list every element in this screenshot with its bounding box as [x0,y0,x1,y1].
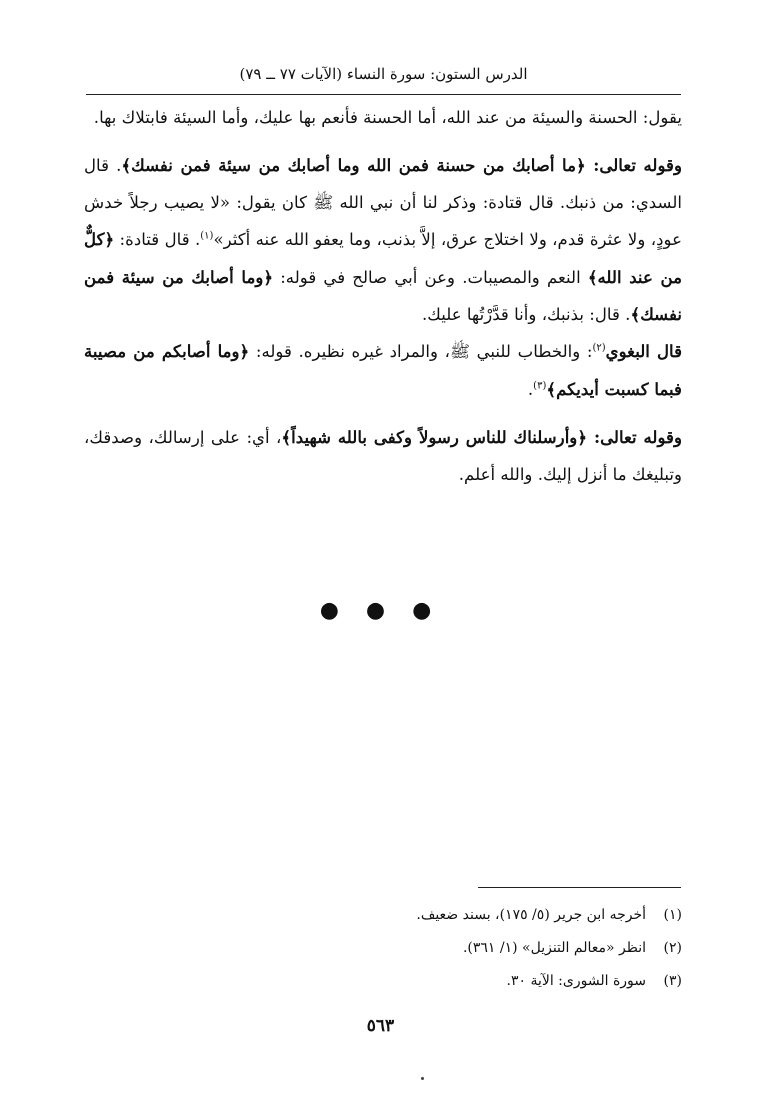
footnote-2-number: (٢) [663,940,682,956]
footnote-3 [84,965,682,998]
footnote-ref-3[interactable]: (٣) [533,380,547,392]
paragraph-1 [84,100,682,136]
footnote-ref-1[interactable]: (١) [200,230,214,242]
main-text [84,100,682,493]
footnote-rule [478,887,681,888]
quran-verse-3: ﴿وما أصابك من سيئة فمن نفسك﴾ [84,266,682,325]
quran-verse-4: ﴿وما أصابكم من مصيبة فبما كسبت أيديكم﴾ [84,341,682,399]
section-separator-dots: ● ● ● [319,598,442,623]
paragraph-2-text-1: . قال السدي: من ذنبك. قال قتادة: وذكر لنا أن نبي الله ﷺ كان يقول: «لا يصيب رجلاً خدش عودٍ، ولا عثرة قدم، ولا اختلاج عرق، إلاَّ بذنب، وما يعفو الله عنه أكثر» [84,156,682,250]
footnote-3-text: سورة الشورى: الآية ٣٠. [506,973,646,989]
footnote-3-number: (٣) [663,973,682,989]
paragraph-2-lead: وقوله تعالى: [585,155,682,176]
header-rule [86,94,681,95]
footnote-1-text: أخرجه ابن جرير (٥/ ١٧٥)، بسند ضعيف. [416,907,646,923]
footnote-2-text: انظر «معالم التنزيل» (١/ ٣٦١). [462,940,646,956]
paragraph-3-lead: قال البغوي [605,341,683,362]
paragraph-4 [84,419,682,493]
footnote-2 [84,932,682,965]
paragraph-3-text-2: . [527,379,534,399]
paragraph-3 [84,333,682,408]
page-number: ٥٦٣ [366,1016,395,1036]
quran-verse-1: ﴿ما أصابك من حسنة فمن الله وما أصابك من سيئة فمن نفسك﴾ [121,155,586,176]
paragraph-4-lead: وقوله تعالى: [587,427,682,448]
paragraph-2-text-3: النعم والمصيبات. وعن أبي صالح في قوله: [273,267,588,287]
scan-speck [421,1077,424,1080]
quran-verse-5: ﴿وأرسلناك للناس رسولاً وكفى بالله شهيداً﴾ [281,427,588,448]
paragraph-4-text-1: ، أي: على إرسالك، وصدقك، وتبليغك ما أنزل إليك. والله أعلم. [84,428,682,484]
quran-verse-2: ﴿كلٌّ من عند الله﴾ [84,229,682,287]
footnotes [84,899,682,998]
footnote-1-number: (١) [663,907,682,923]
footnote-1 [84,899,682,932]
running-header: الدرس الستون: سورة النساء (الآيات ٧٧ ــ ٧٩) [239,65,528,83]
footnote-ref-2[interactable]: (٢) [592,342,606,354]
paragraph-2-text-4: . قال: بذنبك، وأنا قدَّرْتُها عليك. [421,305,631,325]
paragraph-1-text: يقول: الحسنة والسيئة من عند الله، أما الحسنة فأنعم بها عليك، وأما السيئة فابتلاك بها. [93,108,682,127]
paragraph-2-text-2: . قال قتادة: [114,230,201,250]
paragraph-2 [84,147,682,333]
paragraph-3-text-1: : والخطاب للنبي ﷺ، والمراد غيره نظيره. قوله: [249,342,593,362]
